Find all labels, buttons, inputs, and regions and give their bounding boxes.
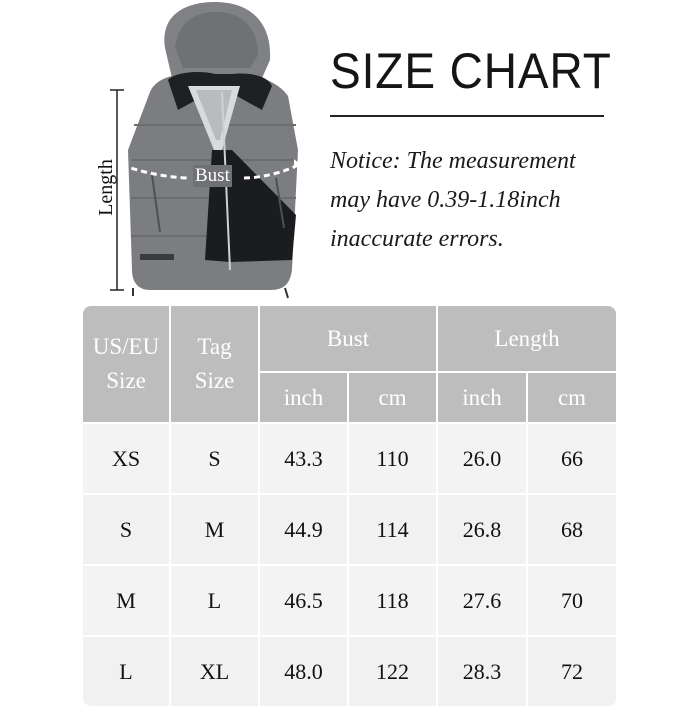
table-row bbox=[83, 495, 616, 566]
notice-line: Notice: The measurement bbox=[330, 148, 576, 174]
cell-length-inch: 26.8 bbox=[438, 495, 528, 566]
cell-us-eu-size: M bbox=[83, 566, 171, 637]
cell-tag-size: S bbox=[171, 424, 260, 495]
cell-bust-inch: 44.9 bbox=[260, 495, 349, 566]
cell-bust-inch: 46.5 bbox=[260, 566, 349, 637]
cell-bust-cm: 110 bbox=[349, 424, 438, 495]
cell-tag-size: L bbox=[171, 566, 260, 637]
header-text: US/EU bbox=[92, 334, 160, 359]
table-row bbox=[83, 566, 616, 637]
cell-bust-inch: 43.3 bbox=[260, 424, 349, 495]
header-length: Length bbox=[438, 306, 616, 373]
measurement-notice bbox=[330, 142, 630, 259]
cell-tag-size: XL bbox=[171, 637, 260, 706]
cell-length-inch: 27.6 bbox=[438, 566, 528, 637]
cell-us-eu-size: S bbox=[83, 495, 171, 566]
cell-tag-size: M bbox=[171, 495, 260, 566]
length-label: Length bbox=[94, 159, 117, 216]
cell-length-cm: 68 bbox=[528, 495, 616, 566]
cell-length-cm: 70 bbox=[528, 566, 616, 637]
table-row bbox=[83, 637, 616, 706]
header-bust: Bust bbox=[260, 306, 438, 373]
cell-bust-inch: 48.0 bbox=[260, 637, 349, 706]
header-text: Size bbox=[106, 368, 146, 393]
cell-bust-cm: 114 bbox=[349, 495, 438, 566]
cell-us-eu-size: XS bbox=[83, 424, 171, 495]
header-text: Tag bbox=[197, 334, 232, 359]
header-length-inch: inch bbox=[438, 373, 528, 424]
page-title: SIZE CHART bbox=[330, 43, 612, 99]
cell-length-cm: 66 bbox=[528, 424, 616, 495]
cell-bust-cm: 118 bbox=[349, 566, 438, 637]
cell-length-inch: 28.3 bbox=[438, 637, 528, 706]
header-bust-cm: cm bbox=[349, 373, 438, 424]
title-underline bbox=[330, 115, 604, 117]
header-tag-size bbox=[171, 306, 260, 424]
table-row bbox=[83, 424, 616, 495]
bust-label: Bust bbox=[195, 165, 230, 186]
cell-length-inch: 26.0 bbox=[438, 424, 528, 495]
notice-line: inaccurate errors. bbox=[330, 226, 504, 252]
size-table bbox=[83, 306, 616, 706]
header-length-cm: cm bbox=[528, 373, 616, 424]
header-text: Size bbox=[194, 368, 235, 393]
product-image bbox=[0, 0, 320, 305]
header-us-eu-size bbox=[83, 306, 171, 424]
cell-us-eu-size: L bbox=[83, 637, 171, 706]
notice-line: may have 0.39-1.18inch bbox=[330, 187, 561, 213]
cell-length-cm: 72 bbox=[528, 637, 616, 706]
cell-bust-cm: 122 bbox=[349, 637, 438, 706]
header-bust-inch: inch bbox=[260, 373, 349, 424]
vest-illustration bbox=[0, 0, 320, 305]
